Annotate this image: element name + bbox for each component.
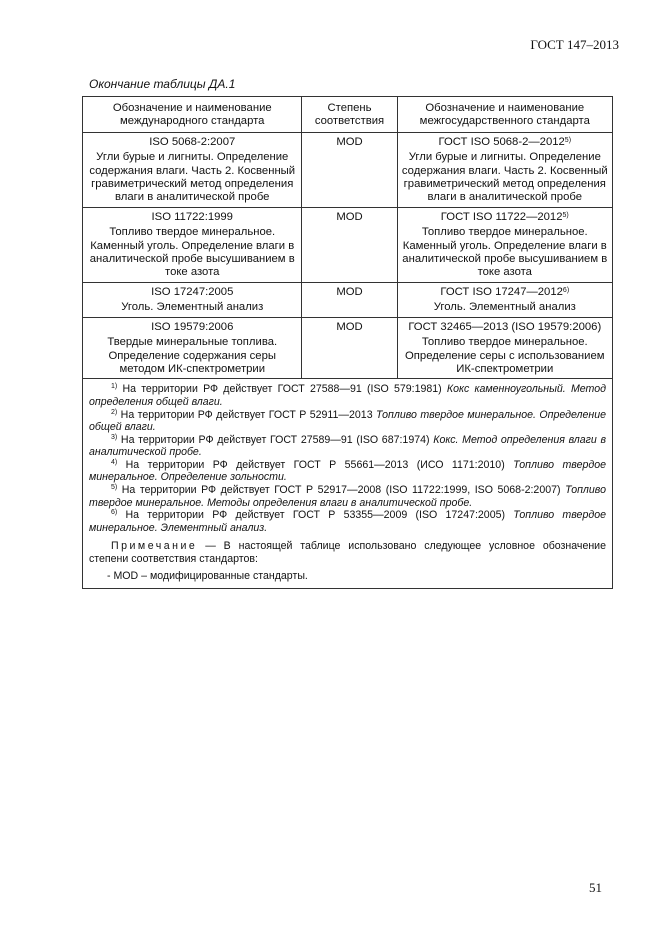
table-row (83, 317, 613, 379)
header-degree: Степень соответствия (302, 97, 397, 133)
degree-value: MOD (336, 285, 363, 298)
intl-standard-cell (83, 282, 302, 317)
intl-name: Угли бурые и лигниты. Определение содержания влаги. Часть 2. Косвенный гравиметрический метод определения влаги в аналитической пробе (89, 151, 296, 204)
footnote-mark: 5) (562, 211, 569, 219)
footnote: $^{5)}$ На территории РФ действует ГОСТ Р 52917—2008 (ISO 11722:1999, ISO 5068-2:2007) Топливо твердое минеральное. Методы определения влаги в аналитической пробе. (89, 484, 606, 509)
degree-value: MOD (336, 135, 363, 148)
intl-standard-cell (83, 317, 302, 379)
footnote: $^{4)}$ На территории РФ действует ГОСТ Р 55661—2013 (ИСО 1171:2010) Топливо твердое минеральное. Определение зольности. (89, 458, 607, 484)
standards-table (82, 96, 613, 589)
footnote: $^{2)}$ На территории РФ действует ГОСТ Р 52911—2013 Топливо твердое минеральное. Определение общей влаги. (89, 408, 606, 434)
interstate-standard-cell (397, 132, 612, 207)
header-interstate-standard: Обозначение и наименование межгосударственного стандарта (397, 97, 612, 133)
table-row (83, 282, 613, 317)
intl-name: Топливо твердое минеральное. Каменный уголь. Определение влаги в аналитической пробе высушиванием в токе азота (89, 226, 295, 279)
notes-cell (83, 379, 613, 589)
interstate-standard-cell (397, 207, 612, 282)
footnote-mark: 6) (562, 286, 570, 294)
footnote-mark: 5) (564, 136, 572, 144)
degree-value: MOD (336, 320, 363, 333)
interstate-code: ГОСТ ISO 17247—2012$^{6)}$ (440, 285, 570, 298)
interstate-name: Уголь. Элементный анализ (433, 301, 576, 314)
degree-value: MOD (336, 210, 363, 223)
table-row (83, 132, 613, 207)
footnote: $^{6)}$ На территории РФ действует ГОСТ Р 53355—2009 (ISO 17247:2005) Топливо твердое минеральное. Элементный анализ. (89, 509, 606, 534)
intl-code: ISO 11722:1999 (151, 210, 233, 223)
footnote: $^{3)}$ На территории РФ действует ГОСТ 27589—91 (ISO 687:1974) Кокс. Метод определения влаги в аналитической пробе. (89, 433, 606, 459)
interstate-name: Угли бурые и лигниты. Определение содержания влаги. Часть 2. Косвенный гравиметрический метод определения влаги в аналитической пробе (401, 151, 608, 204)
page-number: 51 (589, 880, 602, 895)
degree-cell (302, 282, 397, 317)
degree-cell (302, 317, 397, 379)
table-caption: Окончание таблицы ДА.1 (89, 77, 236, 91)
intl-code: ISO 5068-2:2007 (149, 135, 236, 148)
note-label: Примечание (111, 540, 198, 553)
document-code: ГОСТ 147–2013 (530, 37, 619, 52)
interstate-code: ГОСТ 32465—2013 (ISO 19579:2006) (408, 320, 602, 333)
table-header-row (83, 97, 613, 133)
interstate-standard-cell (397, 282, 612, 317)
footnote: $^{1)}$ На территории РФ действует ГОСТ 27588—91 (ISO 579:1981) Кокс каменноугольный. Метод определения общей влаги. (89, 383, 607, 408)
intl-code: ISO 19579:2006 (151, 320, 234, 333)
intl-code: ISO 17247:2005 (151, 285, 234, 298)
degree-cell (302, 132, 397, 207)
interstate-standard-cell (397, 317, 612, 379)
interstate-name: Топливо твердое минеральное. Каменный уголь. Определение влаги в аналитической пробе высушиванием в токе азота (402, 226, 608, 279)
interstate-name: Топливо твердое минеральное. Определение серы с использованием ИК-спектрометрии (405, 336, 605, 375)
intl-standard-cell (83, 207, 302, 282)
degree-cell (302, 207, 397, 282)
interstate-code: ГОСТ ISO 5068-2—2012$^{5)}$ (438, 135, 572, 148)
intl-name: Уголь. Элементный анализ (121, 301, 264, 314)
table-note (89, 540, 606, 565)
intl-name: Твердые минеральные топлива. Определение содержания серы методом ИК-спектрометрии (107, 336, 278, 375)
header-intl-standard: Обозначение и наименование международного стандарта (83, 97, 302, 133)
table-row (83, 207, 613, 282)
note-mod-definition: - MOD – модифицированные стандарты. (107, 569, 308, 582)
notes-row (83, 379, 613, 589)
note-text: — В настоящей таблице использовано следующее условное обозначение степени соответствия стандартов: (89, 540, 606, 566)
intl-standard-cell (83, 132, 302, 207)
interstate-code: ГОСТ ISO 11722—2012$^{5)}$ (440, 210, 569, 223)
